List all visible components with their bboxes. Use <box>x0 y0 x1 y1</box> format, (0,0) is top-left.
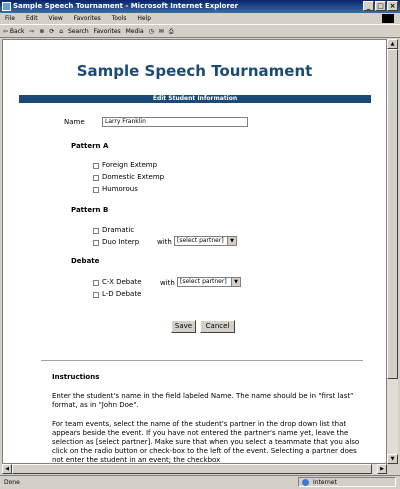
checkbox[interactable] <box>93 292 99 298</box>
save-button[interactable]: Save <box>171 320 196 333</box>
forward-button[interactable]: ⇨ <box>29 28 35 35</box>
toolbar <box>0 24 400 38</box>
back-button[interactable]: ⇦ Back <box>3 28 25 35</box>
menu-view[interactable]: View <box>48 15 63 22</box>
instructions-paragraph-1: Enter the student's name in the field labeled Name. The name should be in "first last" format, as in "John Doe". <box>52 392 354 409</box>
instructions-title: Instructions <box>52 373 100 381</box>
favorites-button[interactable]: Favorites <box>93 28 121 35</box>
checkbox[interactable] <box>93 175 99 181</box>
menu-file[interactable]: File <box>5 15 16 22</box>
divider <box>41 360 363 361</box>
media-button[interactable]: Media <box>125 28 144 35</box>
checkbox[interactable] <box>93 240 99 246</box>
option-dramatic[interactable]: Dramatic <box>93 226 134 235</box>
option-ld-debate[interactable]: L-D Debate <box>93 290 141 299</box>
globe-icon <box>302 479 309 486</box>
h-scroll-thumb[interactable] <box>12 464 372 474</box>
history-icon[interactable]: ◷ <box>148 28 154 35</box>
refresh-icon[interactable]: ⟳ <box>49 28 55 35</box>
checkbox[interactable] <box>93 280 99 286</box>
page-viewport <box>2 39 387 464</box>
scroll-left-icon[interactable]: ◀ <box>2 464 12 474</box>
checkbox[interactable] <box>93 163 99 169</box>
option-cx-debate[interactable]: C-X Debate <box>93 278 142 287</box>
checkbox[interactable] <box>93 228 99 234</box>
instructions-paragraph-2: For team events, select the name of the student's partner in the drop down list that appears beside the event. If you have not entered the partner's name yet, leave the selection as [select partner]. Make sure that when you select a teammate that you also click on the radio button or check-box to the left of the event. Selecting a partner does not enter the student in an event; the checkbox <box>52 420 360 464</box>
security-zone: Internet <box>298 477 396 487</box>
windows-logo-icon <box>382 14 394 23</box>
menu-bar <box>0 13 400 24</box>
minimize-button[interactable]: _ <box>363 1 374 11</box>
menu-favorites[interactable]: Favorites <box>73 15 101 22</box>
window-title: Sample Speech Tournament - Microsoft Internet Explorer <box>13 2 239 10</box>
with-label: with <box>157 238 172 246</box>
name-input[interactable]: Larry Franklin <box>102 117 248 127</box>
print-icon[interactable]: ⎙ <box>168 28 174 35</box>
option-humorous[interactable]: Humorous <box>93 185 138 194</box>
mail-icon[interactable]: ✉ <box>158 28 164 35</box>
menu-edit[interactable]: Edit <box>25 15 38 22</box>
close-button[interactable]: × <box>387 1 398 11</box>
search-button[interactable]: Search <box>68 28 89 35</box>
name-label: Name <box>64 118 85 126</box>
horizontal-scrollbar[interactable] <box>2 464 387 474</box>
section-band: Edit Student Information <box>19 95 371 103</box>
chevron-down-icon[interactable]: ▼ <box>227 237 236 245</box>
vertical-scrollbar[interactable] <box>387 39 398 464</box>
section-pattern-b: Pattern B <box>71 206 109 214</box>
debate-partner-select[interactable]: [select partner] ▼ <box>177 277 241 287</box>
scroll-up-icon[interactable]: ▲ <box>387 39 398 49</box>
status-text: Done <box>4 479 20 486</box>
menu-help[interactable]: Help <box>137 15 152 22</box>
section-pattern-a: Pattern A <box>71 142 109 150</box>
section-debate: Debate <box>71 257 100 265</box>
scroll-thumb[interactable] <box>387 49 398 379</box>
ie-icon <box>2 2 11 11</box>
title-bar <box>0 0 400 13</box>
chevron-down-icon[interactable]: ▼ <box>231 278 240 286</box>
option-domestic-extemp[interactable]: Domestic Extemp <box>93 173 164 182</box>
menu-tools[interactable]: Tools <box>111 15 127 22</box>
with-label: with <box>160 279 175 287</box>
status-bar <box>0 475 400 488</box>
option-duo-interp[interactable]: Duo Interp <box>93 238 139 247</box>
page-title: Sample Speech Tournament <box>76 62 313 80</box>
maximize-button[interactable]: □ <box>375 1 386 11</box>
scroll-down-icon[interactable]: ▼ <box>387 454 398 464</box>
scroll-right-icon[interactable]: ▶ <box>377 464 387 474</box>
duo-partner-select[interactable]: [select partner] ▼ <box>174 236 237 246</box>
stop-icon[interactable]: ⊗ <box>39 28 45 35</box>
home-icon[interactable]: ⌂ <box>59 28 64 35</box>
option-foreign-extemp[interactable]: Foreign Extemp <box>93 161 157 170</box>
checkbox[interactable] <box>93 187 99 193</box>
cancel-button[interactable]: Cancel <box>200 320 235 333</box>
